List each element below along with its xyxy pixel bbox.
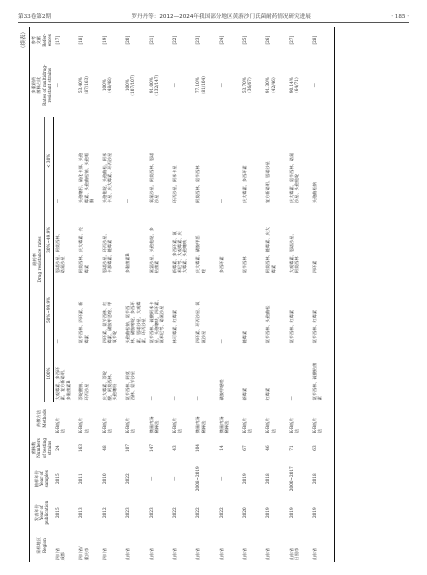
- rate-50-99-cell: 氨苄西林、红霉素: [288, 309, 294, 344]
- table-row: [311, 27, 335, 562]
- region-cell: 四川省/ 重庆市: [78, 546, 89, 561]
- year-samples-cell: —: [171, 476, 177, 481]
- col-strains: 菌株数 Numbers of testing strains: [30, 435, 54, 461]
- col-rate-30-49: 30%~49.9%: [44, 205, 53, 275]
- strains-cell: 14: [218, 445, 224, 451]
- rate-100-cell: —: [195, 396, 201, 401]
- resistance-table: [29, 27, 335, 562]
- strains-cell: 163: [78, 444, 84, 453]
- method-cell: K-B纸片 法: [288, 417, 300, 434]
- volume-label: 第33卷第2期: [18, 14, 52, 20]
- rate-50-99-cell: —: [218, 339, 224, 344]
- multidrug-cell: —: [218, 83, 224, 88]
- col-references: 参考 文献 Refer- ences: [30, 27, 54, 53]
- rate-100-cell: —: [288, 396, 294, 401]
- year-samples-cell: 2011: [78, 473, 84, 485]
- year-publication-cell: 2022: [218, 507, 224, 519]
- rate-100-cell: 萘啶酸钠、 环丙沙星: [78, 379, 89, 401]
- year-publication-cell: 2023: [125, 507, 131, 519]
- rate-30-49-cell: 恩诺沙星、环丙沙星、 卡那霉素、链霉素: [101, 231, 113, 274]
- year-samples-cell: 2015: [54, 473, 60, 485]
- method-cell: K-B纸片 法: [125, 417, 136, 434]
- year-publication-cell: 2019: [265, 507, 271, 519]
- reference-cell: [18]: [78, 35, 84, 45]
- rate-100-cell: 大观霉素、多西环 素、复方新诺明、 多黏菌素B: [55, 366, 71, 401]
- rate-30-49-cell: 四环素: [311, 205, 335, 275]
- table-body: [53, 27, 335, 562]
- rate-below-30-cell: 环丙沙星、阿米卡星: [171, 165, 177, 204]
- rate-50-99-cell: 氨苄西林、硫酸阿米卡 星、头孢噻呋、四环素、 氟苯尼考、诺氟沙星: [148, 297, 165, 344]
- col-year-samples: 抽样年份 Year of samples: [30, 461, 54, 496]
- reference-cell: [21]: [148, 35, 154, 45]
- strains-cell: 71: [288, 445, 294, 451]
- year-samples-cell: 2018: [311, 461, 335, 496]
- rate-30-49-cell: 恩诺沙星、阿莫西林、 诺氟沙星: [55, 231, 66, 274]
- strains-cell: 104: [195, 444, 201, 453]
- reference-cell: [25]: [242, 35, 248, 45]
- region-cell: 山东省: [265, 547, 271, 561]
- method-cell: 微量肉汤 稀释法: [148, 416, 159, 434]
- strains-cell: 46: [265, 445, 271, 451]
- rate-30-49-cell: 氨苄西林: [242, 256, 248, 274]
- multidrug-cell: 100% （48/48）: [101, 74, 113, 96]
- rate-below-30-cell: 头孢他啶、头孢曲松、阿米 卡星、庆大霉素、环丙沙星: [101, 152, 113, 204]
- region-cell: 山东省: [218, 547, 224, 561]
- rate-30-49-cell: 庆大霉素、磺胺甲恶 唑: [195, 235, 206, 274]
- rate-30-49-cell: 阿莫西林、链霉素、庆大 霉素: [265, 227, 276, 274]
- year-publication-cell: 2013: [78, 507, 84, 519]
- method-cell: K-B纸片 法: [101, 417, 113, 434]
- year-samples-cell: 2018: [265, 473, 271, 485]
- rate-100-cell: 氨苄西林、硫酸粘菌 素: [311, 345, 335, 402]
- year-publication-cell: 2022: [171, 507, 177, 519]
- multidrug-cell: 100% （107/107）: [125, 72, 136, 99]
- year-samples-cell: —: [148, 476, 154, 481]
- rate-100-cell: 新霉素: [242, 387, 248, 401]
- table-row: [288, 27, 311, 562]
- rate-below-30-cell: 头孢噻肟、硫化卡那、头孢 霉素、头孢曲松钠、头孢哌 酮: [78, 152, 94, 204]
- method-cell: K-B纸片 法: [54, 417, 65, 434]
- reference-cell: [23]: [195, 35, 201, 45]
- rate-30-49-cell: 多西环素: [218, 256, 224, 274]
- running-title: 罗丹丹等：2012—2024年我国部分地区黄游沙门氏菌耐药情况研究进展: [131, 14, 311, 20]
- reference-cell: [19]: [101, 35, 107, 45]
- table-row: [101, 27, 124, 562]
- region-cell: 山东省 日照市: [288, 547, 300, 561]
- rate-30-49-cell: 新霉素、多西环素、氟 苯尼考、大观霉素、庆 大霉素、头孢噻呋: [171, 231, 188, 274]
- region-cell: 四川省 成都: [54, 547, 65, 561]
- rate-50-99-cell: 四环素、环丙沙星、氧 氟沙星: [195, 301, 206, 344]
- multidrug-cell: —: [171, 83, 177, 88]
- reference-cell: [27]: [288, 35, 294, 45]
- method-cell: 微量肉汤 稀释法: [218, 416, 229, 434]
- method-cell: K-B纸片 法: [311, 402, 335, 435]
- rate-100-cell: 磺胺甲噁唑: [218, 379, 224, 401]
- table-continued-label: （续表）: [21, 29, 27, 52]
- strains-cell: 67: [242, 445, 248, 451]
- col-rate-100: 100%: [44, 345, 53, 402]
- method-cell: K-B纸片 法: [171, 417, 183, 434]
- rate-below-30-cell: —: [55, 198, 61, 204]
- rate-30-49-cell: 多黏菌素B: [125, 253, 131, 274]
- strains-cell: 24: [54, 445, 60, 451]
- year-publication-cell: 2019: [288, 507, 294, 519]
- reference-cell: [20]: [125, 35, 131, 45]
- rate-50-99-cell: 链霉素: [242, 330, 248, 344]
- rate-below-30-cell: —: [218, 198, 224, 204]
- method-cell: K-B纸片 法: [242, 417, 253, 434]
- strains-cell: 48: [101, 445, 107, 451]
- rate-100-cell: —: [148, 396, 154, 401]
- rate-50-99-cell: —: [55, 339, 61, 344]
- col-rate-below-30: < 30%: [44, 117, 53, 205]
- rate-below-30-cell: —: [125, 198, 131, 204]
- method-cell: 微量肉汤 稀释法: [195, 416, 206, 434]
- strains-cell: 107: [125, 444, 131, 453]
- region-cell: 山东省: [125, 547, 131, 561]
- col-method: 药敏方法 Methods: [30, 402, 54, 435]
- strains-cell: 63: [311, 435, 335, 461]
- region-cell: 四川省: [101, 547, 107, 561]
- rate-30-49-cell: 氟氯沙星、头孢他啶、多 粘菌素: [148, 227, 159, 274]
- reference-cell: [24]: [218, 35, 224, 45]
- year-publication-cell: 2023: [148, 507, 154, 519]
- year-publication-cell: 2015: [54, 507, 60, 519]
- page-number: · 185 ·: [391, 14, 409, 20]
- rate-100-cell: 庆大霉素、萘啶 酸、阿莫西林、 头孢噻吩: [101, 371, 118, 401]
- table-row: [194, 27, 217, 562]
- region-cell: 山东省: [311, 529, 335, 562]
- rate-below-30-cell: 头孢曲松钠: [311, 117, 335, 205]
- year-publication-cell: 2020: [242, 507, 248, 519]
- multidrug-cell: —: [54, 83, 60, 88]
- strains-cell: 147: [148, 444, 154, 453]
- rotated-table-container: [21, 27, 409, 562]
- year-samples-cell: 2019: [242, 473, 248, 485]
- year-publication-cell: 2019: [311, 496, 335, 529]
- rate-below-30-cell: 氧氟沙星、阿莫西林、恩诺 沙星: [148, 152, 159, 204]
- multidrug-cell: 77.10% （81/104）: [195, 73, 206, 97]
- reference-cell: [28]: [311, 27, 335, 53]
- rate-50-99-cell: 头孢曲松钠、氨苄西 林、磺胺嘧啶、多西环 素、恩诺沙星、大观霉 素、环丙沙星: [125, 301, 146, 344]
- multidrug-cell: 91.30% （42/46）: [265, 74, 276, 96]
- rate-50-99-cell: 氨苄西林、红霉素: [311, 275, 335, 345]
- multidrug-cell: 53.70% （36/67）: [242, 74, 253, 96]
- year-samples-cell: 2022: [125, 473, 131, 485]
- multidrug-cell: 90.14% （64/71）: [288, 74, 300, 96]
- table-row: [77, 27, 100, 562]
- col-multidrug: 多重耐药 菌株占比 Rates of multidrug- resistant strains: [30, 53, 54, 117]
- table-row: [53, 27, 77, 562]
- strains-cell: 43: [171, 445, 177, 451]
- rate-below-30-cell: 阿莫西林、氨苄西林: [195, 165, 201, 204]
- rate-50-99-cell: 林可霉素、红霉素: [171, 309, 177, 344]
- multidrug-cell: 91.00% （132/147）: [148, 72, 159, 99]
- region-cell: 山东省: [148, 547, 154, 561]
- rate-50-99-cell: 氨苄西林、头孢曲松: [265, 305, 271, 344]
- running-header: [18, 8, 409, 23]
- year-publication-cell: 2022: [195, 507, 201, 519]
- year-samples-cell: 2010: [101, 473, 107, 485]
- rate-30-49-cell: 大观霉素、恩诺沙星、 阿莫西林: [288, 231, 300, 274]
- rate-below-30-cell: 复方新诺明、恩诺沙星: [265, 161, 271, 204]
- rate-below-30-cell: 庆大霉素、氨苄西林、诺氟 沙星、头孢他啶: [288, 152, 300, 204]
- rate-100-cell: 红霉素: [265, 387, 271, 401]
- rate-30-49-cell: 阿莫西林、庆大霉素、壳 霉素: [78, 227, 89, 274]
- year-samples-cell: —: [218, 476, 224, 481]
- table-row: [241, 27, 264, 562]
- rate-100-cell: —: [171, 396, 177, 401]
- region-cell: 山东省: [195, 547, 201, 561]
- reference-cell: [22]: [171, 35, 177, 45]
- col-resistance-group: 耐药率 Drug resistance rates: [30, 117, 45, 402]
- table-row: [264, 27, 287, 562]
- reference-cell: [26]: [265, 35, 271, 45]
- rate-50-99-cell: 氨苄西林、四环素、新 霉素: [78, 301, 89, 344]
- table-row: [171, 27, 194, 562]
- rate-below-30-cell: 庆大霉素、多西环素: [242, 165, 248, 204]
- region-cell: 山东省: [171, 547, 177, 561]
- table-stage: [18, 24, 409, 567]
- table-row: [147, 27, 170, 562]
- table-row: [218, 27, 241, 562]
- method-cell: K-B纸片 法: [78, 417, 89, 434]
- region-cell: 山东省: [242, 547, 248, 561]
- multidrug-cell: —: [311, 53, 335, 117]
- multidrug-cell: 53.40% （87/163）: [78, 73, 89, 97]
- col-region: 采样地区 Region: [30, 529, 54, 562]
- year-samples-cell: 2000~2017: [288, 466, 294, 492]
- col-rate-50-99: 50%~99.9%: [44, 275, 53, 345]
- year-samples-cell: 2008~2019: [195, 466, 201, 492]
- method-cell: K-B纸片 法: [265, 417, 276, 434]
- col-year-publication: 发表年份 Year of publication: [30, 496, 54, 529]
- rate-100-cell: 氨苄西林、阿莫 西林、氨苄沙星: [125, 371, 136, 401]
- rate-50-99-cell: 四环素、氨苄西林、红 霉素、磺胺甲恶唑、甲 氧苄啶: [101, 301, 118, 344]
- year-publication-cell: 2012: [101, 507, 107, 519]
- table-row: [124, 27, 147, 562]
- reference-cell: [17]: [54, 35, 60, 45]
